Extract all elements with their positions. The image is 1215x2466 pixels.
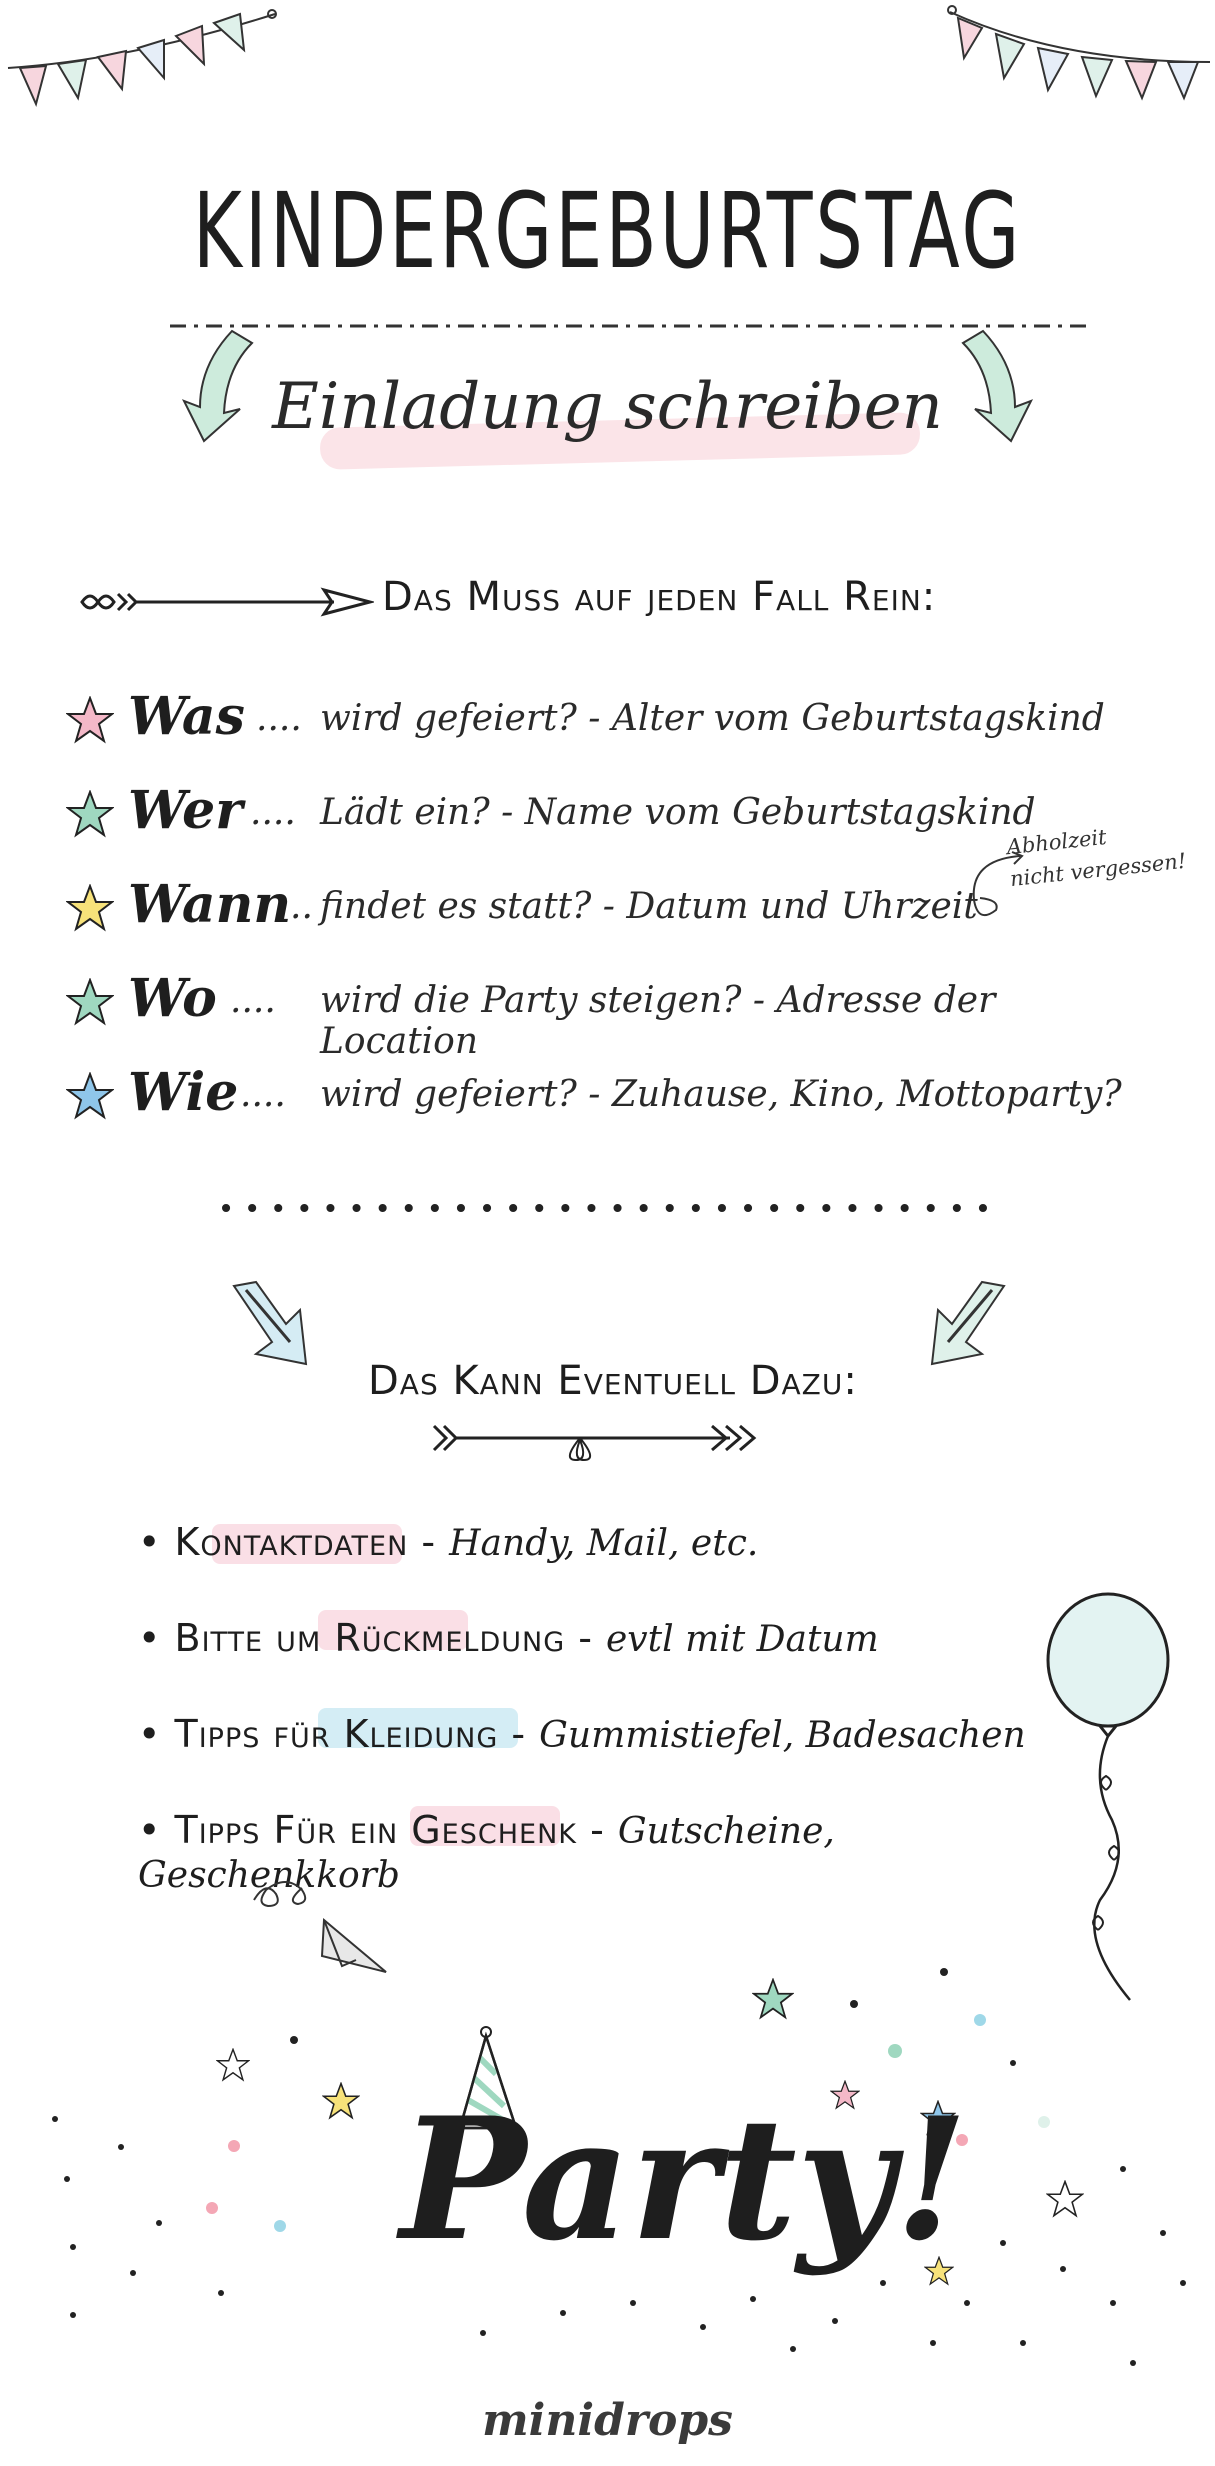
confetti-dot bbox=[228, 2140, 240, 2152]
item-dash: - bbox=[408, 1520, 450, 1564]
bunting-right-icon bbox=[940, 0, 1215, 120]
item-text: wird gefeiert? - Alter vom Geburtstagskind bbox=[320, 698, 1105, 739]
item-dots: .... bbox=[240, 1074, 286, 1115]
confetti-dot bbox=[790, 2346, 796, 2352]
item-note: Handy, Mail, etc. bbox=[449, 1523, 759, 1564]
balloon-icon bbox=[1040, 1590, 1180, 2010]
confetti-dot bbox=[156, 2220, 162, 2226]
star-icon bbox=[1046, 2180, 1084, 2218]
star-icon bbox=[322, 2082, 360, 2120]
item-text: wird gefeiert? - Zuhause, Kino, Mottoparty? bbox=[320, 1074, 1122, 1115]
annotation-line-1: Abholzeit bbox=[1005, 824, 1108, 860]
item-dots: .... bbox=[230, 980, 276, 1021]
confetti-dot bbox=[218, 2290, 224, 2296]
confetti-dot bbox=[70, 2312, 76, 2318]
title-divider bbox=[170, 316, 1090, 336]
list-item bbox=[60, 1062, 1160, 1160]
page-title: KINDERGEBURTSTAG bbox=[192, 170, 1023, 292]
confetti-dot bbox=[850, 2000, 858, 2008]
confetti-dot bbox=[70, 2244, 76, 2250]
star-icon bbox=[752, 1978, 794, 2020]
arrow-icon bbox=[74, 582, 374, 622]
item-dash: - bbox=[498, 1712, 540, 1756]
item-key: Wie bbox=[128, 1062, 239, 1123]
section-optional-heading: Das Kann Eventuell Dazu: bbox=[368, 1358, 858, 1404]
confetti-dot bbox=[118, 2144, 124, 2150]
bullet-dot: • bbox=[138, 1520, 175, 1564]
star-icon bbox=[66, 696, 114, 744]
item-note: evtl mit Datum bbox=[606, 1619, 879, 1660]
confetti-dot bbox=[940, 1968, 948, 1976]
confetti-dot bbox=[1110, 2300, 1116, 2306]
list-item bbox=[60, 686, 1160, 784]
item-key: Wo bbox=[128, 968, 217, 1029]
brand-logo: minidrops bbox=[482, 2395, 733, 2446]
confetti-dot bbox=[888, 2044, 902, 2058]
confetti-dot bbox=[130, 2270, 136, 2276]
item-text: findet es statt? - Datum und Uhrzeit bbox=[320, 886, 978, 927]
confetti-dot bbox=[974, 2014, 986, 2026]
confetti-dot bbox=[1130, 2360, 1136, 2366]
confetti-dot bbox=[1020, 2340, 1026, 2346]
confetti-dot bbox=[1038, 2116, 1050, 2128]
bullet-dot: • bbox=[138, 1712, 175, 1756]
dotted-divider bbox=[220, 1196, 1000, 1220]
item-key: Wann bbox=[128, 874, 292, 935]
item-note: Gummistiefel, Badesachen bbox=[539, 1715, 1026, 1756]
confetti-dot bbox=[64, 2176, 70, 2182]
item-label: Tipps Für ein Geschenk bbox=[174, 1808, 577, 1852]
item-label: Kontaktdaten bbox=[174, 1520, 409, 1564]
arrow-icon bbox=[430, 1418, 760, 1464]
list-item bbox=[138, 1712, 1038, 1808]
item-dash: - bbox=[565, 1616, 606, 1660]
item-text: wird die Party steigen? - Adresse der Location bbox=[320, 980, 996, 1062]
item-dots: .. bbox=[290, 886, 313, 927]
confetti-dot bbox=[290, 2036, 298, 2044]
item-dash: - bbox=[576, 1808, 618, 1852]
confetti-dot bbox=[1060, 2266, 1066, 2272]
confetti-dot bbox=[750, 2296, 756, 2302]
confetti-dot bbox=[700, 2324, 706, 2330]
item-label: Tipps für Kleidung bbox=[174, 1712, 499, 1756]
star-icon bbox=[66, 884, 114, 932]
party-text: Party! bbox=[400, 2080, 969, 2278]
star-icon bbox=[216, 2048, 250, 2082]
confetti-dot bbox=[630, 2300, 636, 2306]
confetti-dot bbox=[1000, 2240, 1006, 2246]
confetti-dot bbox=[1010, 2060, 1016, 2066]
item-key: Was bbox=[128, 686, 245, 747]
star-icon bbox=[66, 1072, 114, 1120]
annotation-arrow-icon bbox=[960, 850, 1030, 930]
annotation-line-2: nicht vergessen! bbox=[1008, 848, 1188, 892]
item-text: Lädt ein? - Name vom Geburtstagskind bbox=[320, 792, 1036, 833]
down-arrow-left-icon bbox=[228, 1280, 318, 1370]
bullet-dot: • bbox=[138, 1616, 175, 1660]
down-arrow-right-icon bbox=[920, 1280, 1010, 1370]
optional-list bbox=[138, 1520, 1038, 1904]
bunting-left-icon bbox=[0, 0, 290, 120]
confetti-dot bbox=[52, 2116, 58, 2122]
bullet-dot: • bbox=[138, 1808, 175, 1852]
star-icon bbox=[66, 790, 114, 838]
page-subtitle: Einladung schreiben bbox=[272, 370, 943, 444]
confetti-dot bbox=[206, 2202, 218, 2214]
paper-plane-icon bbox=[246, 1880, 396, 1980]
item-key: Wer bbox=[128, 780, 243, 841]
confetti-dot bbox=[560, 2310, 566, 2316]
section-must-heading: Das Muss auf jeden Fall Rein: bbox=[382, 574, 937, 620]
confetti-dot bbox=[964, 2300, 970, 2306]
item-dots: .... bbox=[256, 698, 302, 739]
confetti-dot bbox=[1160, 2230, 1166, 2236]
list-item bbox=[138, 1616, 1038, 1712]
confetti-dot bbox=[832, 2318, 838, 2324]
star-icon bbox=[66, 978, 114, 1026]
list-item bbox=[138, 1520, 1038, 1616]
item-label: Bitte um Rückmeldung bbox=[174, 1616, 566, 1660]
confetti-dot bbox=[1120, 2166, 1126, 2172]
confetti-dot bbox=[1180, 2280, 1186, 2286]
confetti-dot bbox=[480, 2330, 486, 2336]
confetti-dot bbox=[880, 2280, 886, 2286]
item-dots: .... bbox=[250, 792, 296, 833]
list-item bbox=[60, 968, 1160, 1066]
item-note: Gutscheine, Geschenkkorb bbox=[138, 1811, 835, 1896]
confetti-dot bbox=[930, 2340, 936, 2346]
confetti-dot bbox=[274, 2220, 286, 2232]
